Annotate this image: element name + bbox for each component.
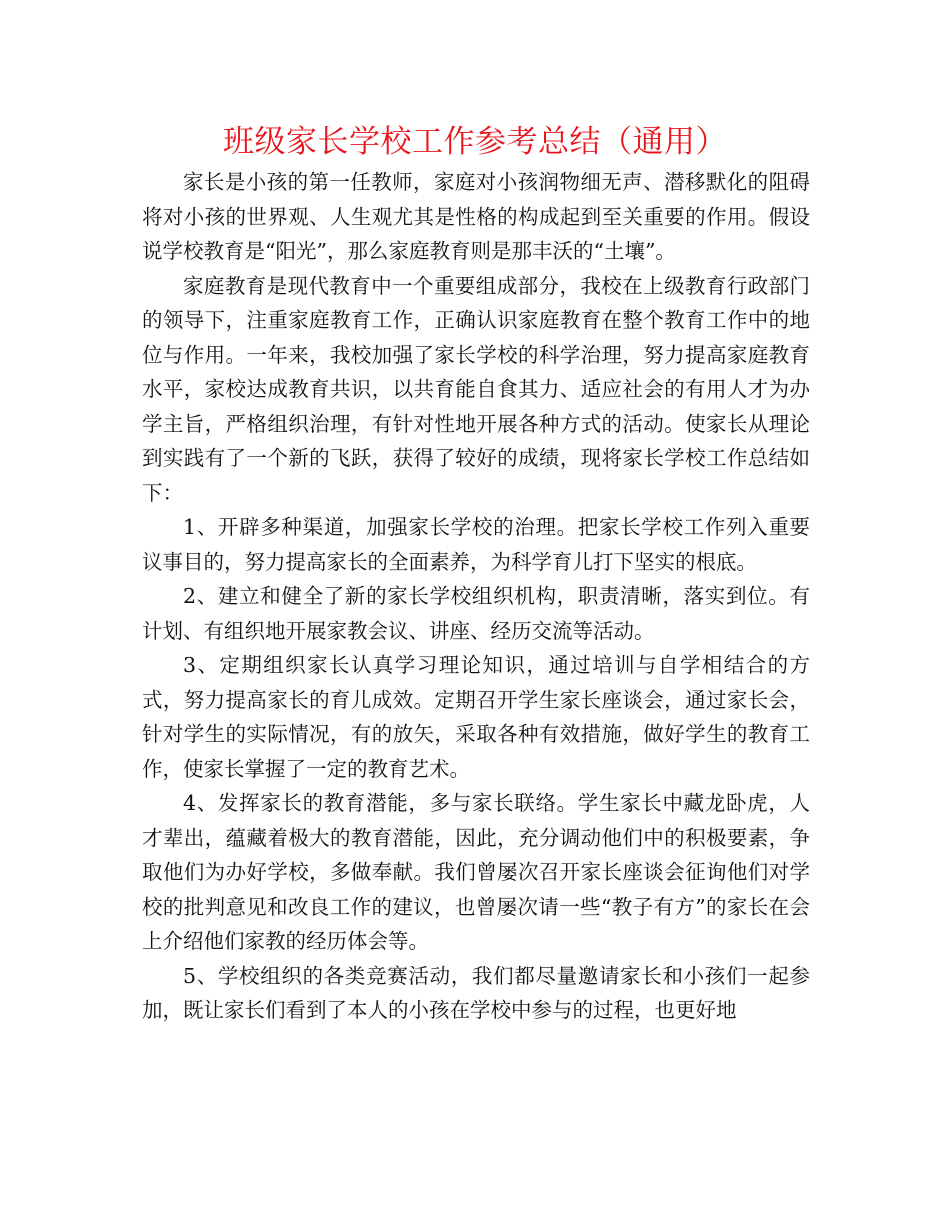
paragraph-item-2: 2、建立和健全了新的家长学校组织机构，职责清晰，落实到位。有计划、有组织地开展家教会议、讲座、经历交流等活动。: [142, 584, 810, 643]
paragraph-item-3: 3、定期组织家长认真学习理论知识，通过培训与自学相结合的方式，努力提高家长的育儿成效。定期召开学生家长座谈会，通过家长会，针对学生的实际情况，有的放矢，采取各种有效措施，做好学生的教育工作，使家长掌握了一定的教育艺术。: [142, 653, 810, 781]
paragraph-intro: 家长是小孩的第一任教师，家庭对小孩润物细无声、潜移默化的阻碍将对小孩的世界观、人生观尤其是性格的构成起到至关重要的作用。假设说学校教育是“阳光”，那么家庭教育则是那丰沃的“土壤”。: [142, 170, 810, 263]
paragraph-item-1: 1、开辟多种渠道，加强家长学校的治理。把家长学校工作列入重要议事目的，努力提高家长的全面素养，为科学育儿打下坚实的根底。: [142, 515, 810, 574]
paragraph-item-5: 5、学校组织的各类竞赛活动，我们都尽量邀请家长和小孩们一起参加，既让家长们看到了本人的小孩在学校中参与的过程，也更好地: [142, 963, 810, 1022]
paragraph-item-4: 4、发挥家长的教育潜能，多与家长联络。学生家长中藏龙卧虎，人才辈出，蕴藏着极大的教育潜能，因此，充分调动他们中的积极要素，争取他们为办好学校，多做奉献。我们曾屡次召开家长座谈会征询他们对学校的批判意见和改良工作的建议，也曾屡次请一些“教子有方”的家长在会上介绍他们家教的经历体会等。: [142, 791, 810, 953]
paragraph-overview: 家庭教育是现代教育中一个重要组成部分，我校在上级教育行政部门的领导下，注重家庭教育工作，正确认识家庭教育在整个教育工作中的地位与作用。一年来，我校加强了家长学校的科学治理，努力提高家庭教育水平，家校达成教育共识，以共育能自食其力、适应社会的有用人才为办学主旨，严格组织治理，有针对性地开展各种方式的活动。使家长从理论到实践有了一个新的飞跃，获得了较好的成绩，现将家长学校工作总结如下：: [142, 273, 810, 505]
document-title: 班级家长学校工作参考总结（通用）: [223, 124, 727, 160]
document-body: [142, 165, 810, 1028]
